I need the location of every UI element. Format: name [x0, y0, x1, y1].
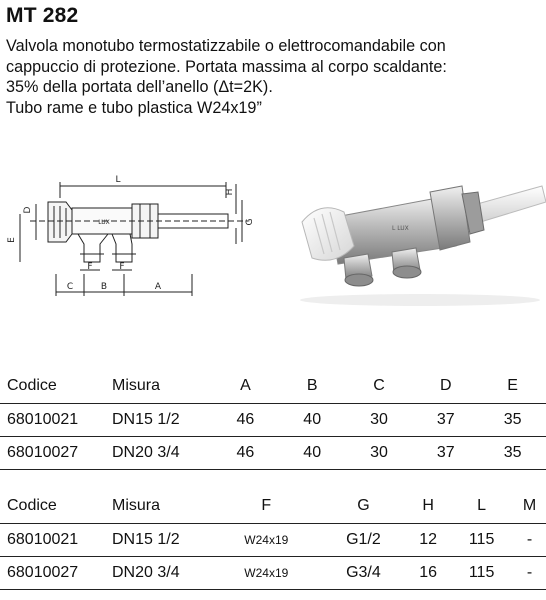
table-cell: 40	[279, 404, 346, 437]
header-cell: L	[477, 496, 487, 514]
table-row	[0, 557, 546, 590]
header-cell: C	[373, 376, 385, 394]
description-line: Tubo rame e tubo plastica W24x19”	[6, 98, 262, 117]
dim-label-d: D	[23, 206, 33, 214]
table-cell: DN20 3/4	[112, 557, 212, 590]
description-line: Valvola monotubo termostatizzabile o elettrocomandabile con	[6, 37, 446, 55]
dim-label-h: H	[225, 188, 235, 196]
table-cell: DN15 1/2	[112, 404, 212, 437]
dim-label-e: E	[7, 237, 17, 243]
dim-label-f: F	[87, 262, 93, 272]
header-cell: F	[261, 496, 272, 514]
header-cell: B	[306, 376, 318, 394]
table-row	[0, 404, 546, 437]
header-cell: E	[507, 376, 518, 394]
table-cell: 40	[279, 437, 346, 470]
table-cell: 68010027	[0, 437, 112, 470]
dimensions-table-1	[0, 368, 546, 470]
dim-label-f: F	[119, 262, 125, 272]
dim-label-a: A	[154, 282, 162, 292]
header-cell: Misura	[112, 496, 161, 514]
body-marking: LUX	[98, 219, 110, 226]
table-cell: G1/2	[321, 524, 407, 557]
table-cell: G3/4	[321, 557, 407, 590]
table-cell: 68010021	[0, 524, 112, 557]
header-cell: Codice	[7, 376, 57, 394]
table-cell: W24x19	[212, 524, 321, 557]
table-cell: 35	[479, 404, 546, 437]
table-cell: -	[513, 524, 546, 557]
table-cell: 37	[412, 404, 479, 437]
table-cell: 68010021	[0, 404, 112, 437]
table-cell: 68010027	[0, 557, 112, 590]
technical-drawing	[0, 170, 280, 300]
table-cell: 16	[406, 557, 450, 590]
header-cell: H	[422, 496, 434, 514]
dim-label-b: B	[100, 282, 108, 292]
table-header-row	[0, 368, 546, 404]
header-cell: A	[240, 376, 251, 394]
table-cell: 46	[212, 437, 279, 470]
table-cell: 12	[406, 524, 450, 557]
dim-label-l: L	[115, 175, 121, 185]
table-cell: 30	[346, 437, 413, 470]
header-cell: D	[440, 376, 452, 394]
table-cell: 115	[450, 557, 513, 590]
table-cell: 35	[479, 437, 546, 470]
dimensions-table-2	[0, 488, 546, 590]
table-cell: 30	[346, 404, 413, 437]
header-cell: G	[357, 496, 370, 514]
table-cell: 37	[412, 437, 479, 470]
table-cell: DN20 3/4	[112, 437, 212, 470]
dim-label-g: G	[245, 218, 255, 226]
description-line: cappuccio di protezione. Portata massima al corpo scaldante:	[6, 57, 447, 76]
product-description	[6, 36, 546, 118]
table-cell: W24x19	[212, 557, 321, 590]
product-title: MT 282	[6, 4, 79, 27]
header-cell: M	[522, 496, 537, 514]
dim-label-c: C	[66, 282, 74, 292]
header-cell: Misura	[112, 376, 161, 394]
table-cell: 46	[212, 404, 279, 437]
table-cell: -	[513, 557, 546, 590]
description-line: 35% della portata dell’anello (Δt=2K).	[6, 78, 273, 96]
photo-marking: L LUX	[392, 225, 409, 232]
table-header-row	[0, 488, 546, 524]
header-cell: Codice	[7, 496, 57, 514]
table-cell: DN15 1/2	[112, 524, 212, 557]
table-cell: 115	[450, 524, 513, 557]
table-row	[0, 524, 546, 557]
product-photo	[280, 172, 546, 312]
table-row	[0, 437, 546, 470]
